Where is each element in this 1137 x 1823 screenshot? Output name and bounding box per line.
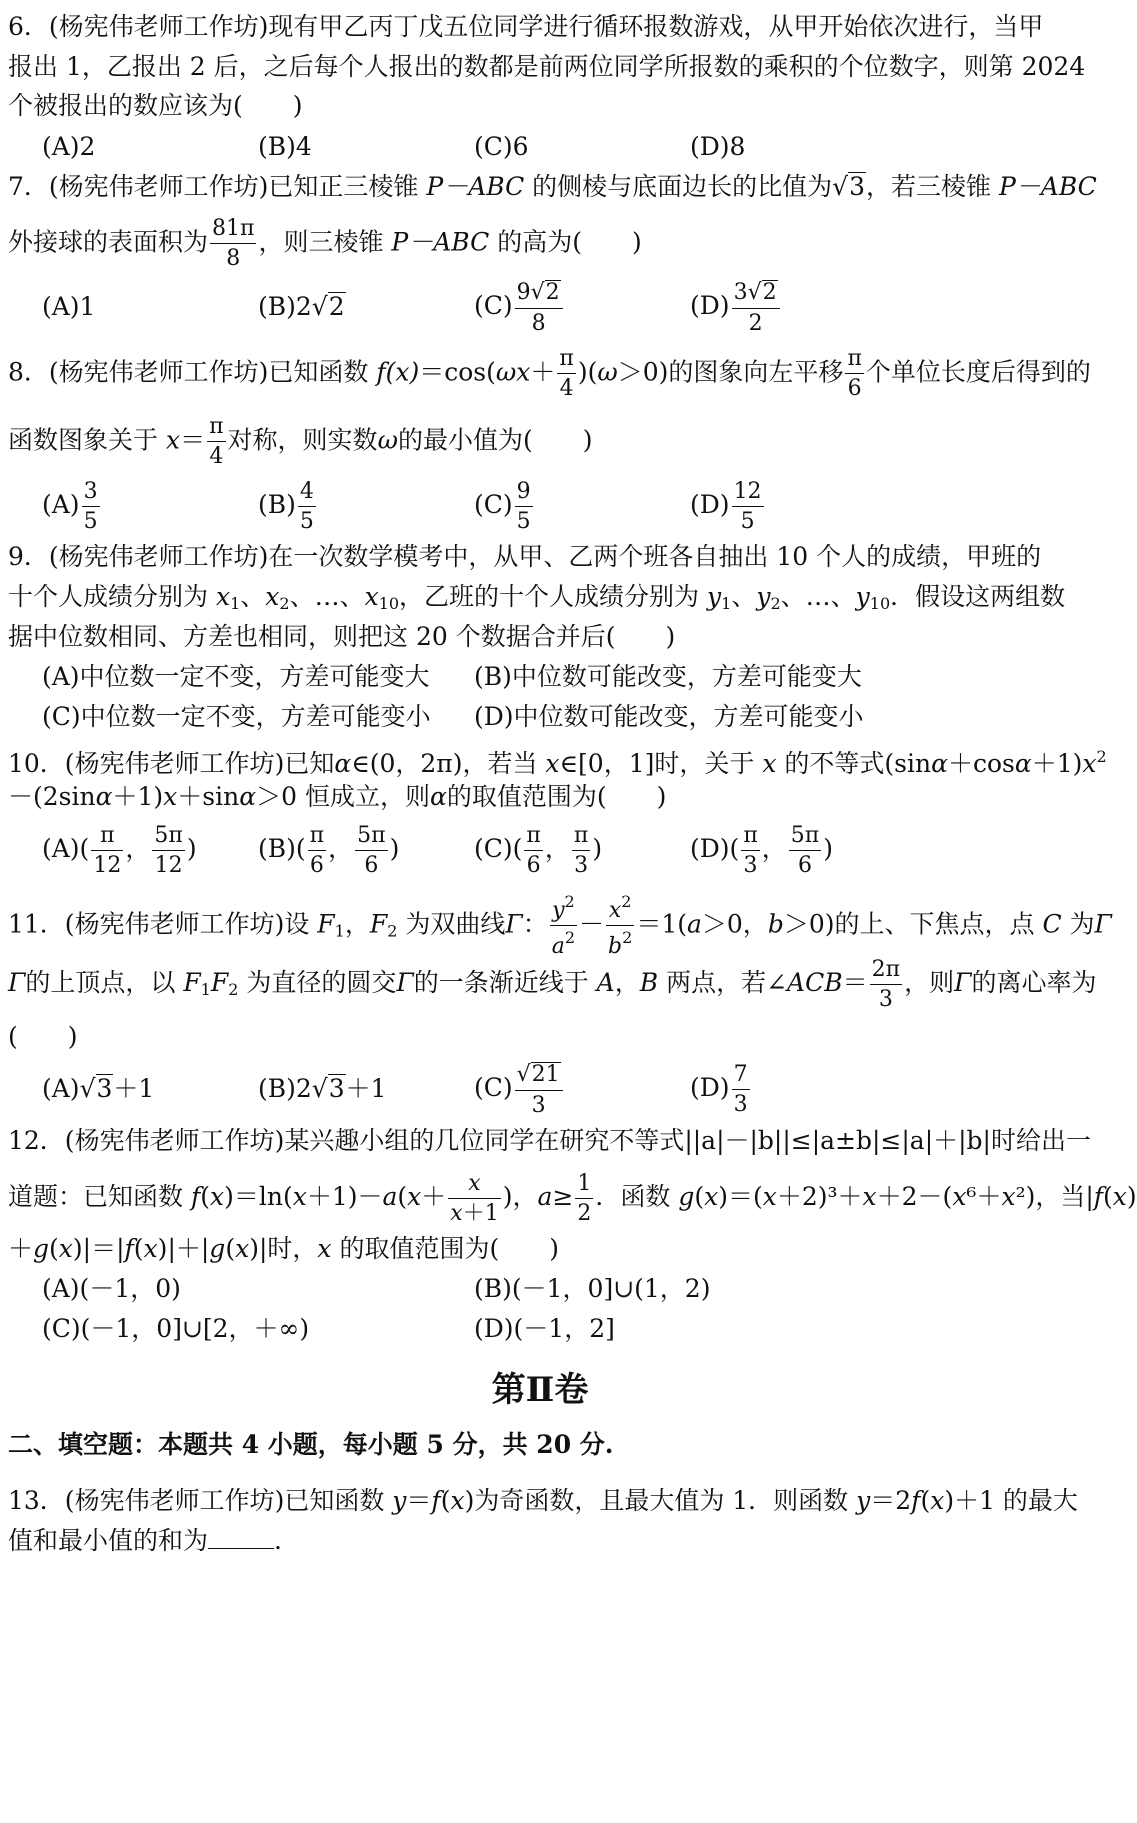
q9-line-3: 据中位数相同、方差也相同，则把这 20 个数据合并后( ) xyxy=(8,622,676,651)
q11-line-1: 11．(杨宪伟老师工作坊)设 $F_1$，$F_2$ 为双曲线Γ： $\frac{y^2}{a^2}$ － $\frac{x^2}{b^2}$ ＝1(a＞0，b＞0)的上、下焦点，点 C 为Γ xyxy=(8,892,1112,959)
q12-line-2: 道题：已知函数 f(x)＝ln(x＋1)－a(x＋ $\frac{x}{x+1}$ )，a≥ $\frac{1}{2}$ ．函数 g(x)＝(x＋2)³＋x＋2－(x⁶＋x²)，当|f(x) xyxy=(8,1170,1137,1226)
q8-option-d: (D) $\frac{12}{5}$ xyxy=(690,478,762,534)
q8-option-a: (A) $\frac{3}{5}$ xyxy=(42,478,98,534)
q12-option-d: (D)(－1，2] xyxy=(474,1314,615,1343)
q12-line-3: ＋g(x)|＝|f(x)|＋|g(x)|时，x 的取值范围为( ) xyxy=(8,1234,559,1263)
q11-option-c: (C) $\frac{√21}{3}$ xyxy=(474,1062,565,1117)
q12-line-1: 12．(杨宪伟老师工作坊)某兴趣小组的几位同学在研究不等式||a|－|b||≤|a±b|≤|a|＋|b|时给出一 xyxy=(8,1126,1091,1155)
q12-option-b: (B)(－1，0]∪(1，2) xyxy=(474,1274,711,1303)
q12-option-a: (A)(－1，0) xyxy=(42,1274,181,1303)
q10-option-c: (C)( $\frac{\pi}{6}$ ， $\frac{\pi}{3}$ ) xyxy=(474,822,603,878)
section-subtitle: 二、填空题：本题共 4 小题，每小题 5 分，共 20 分. xyxy=(8,1430,614,1459)
fraction: $\frac{81\pi}{8}$ xyxy=(212,216,255,271)
section-title: 第Ⅱ卷 xyxy=(491,1370,589,1410)
q6-line-2: 报出 1，乙报出 2 后，之后每个人报出的数都是前两位同学所报数的乘积的个位数字，则第 2024 xyxy=(8,52,1086,81)
q10-line-2: －(2sinα＋1)x＋sinα＞0 恒成立，则α的取值范围为( ) xyxy=(8,782,667,811)
q7-option-a: (A)1 xyxy=(42,292,96,321)
q8-option-c: (C) $\frac{9}{5}$ xyxy=(474,478,531,534)
answer-blank[interactable] xyxy=(208,1526,274,1549)
q9-line-1: 9．(杨宪伟老师工作坊)在一次数学模考中，从甲、乙两个班各自抽出 10 个人的成绩，甲班的 xyxy=(8,542,1042,571)
q11-option-a: (A)√3＋1 xyxy=(42,1074,155,1103)
q10-line-1: 10．(杨宪伟老师工作坊)已知α∈(0，2π)，若当 x∈[0，1]时，关于 x 的不等式$(\sin\alpha+\cos\alpha+1)x^2$ xyxy=(8,747,1107,778)
q7-option-c: (C) $\frac{9√2}{8}$ xyxy=(474,280,565,335)
q11-option-d: (D) $\frac{7}{3}$ xyxy=(690,1061,748,1117)
q9-line-2: 十个人成绩分别为 $x_1$、$x_2$、…、$x_{10}$，乙班的十个人成绩分别为 $y_1$、$y_2$、…、$y_{10}$．假设这两组数 xyxy=(8,582,1066,613)
q11-option-b: (B)2√3＋1 xyxy=(258,1074,387,1103)
q10-option-a: (A)( $\frac{\pi}{12}$ ， $\frac{5\pi}{12}$ ) xyxy=(42,822,197,878)
q6-line-1: 6．(杨宪伟老师工作坊)现有甲乙丙丁戊五位同学进行循环报数游戏，从甲开始依次进行，当甲 xyxy=(8,12,1044,41)
q6-option-c: (C)6 xyxy=(474,132,529,161)
q6-option-a: (A)2 xyxy=(42,132,96,161)
q10-option-b: (B)( $\frac{\pi}{6}$ ， $\frac{5\pi}{6}$ ) xyxy=(258,822,400,878)
q8-line-1: 8．(杨宪伟老师工作坊)已知函数 f(x)＝cos(ωx＋ $\frac{\pi}{4}$ )(ω＞0)的图象向左平移 $\frac{\pi}{6}$ 个单位长度后得到的 xyxy=(8,346,1091,401)
q13-line-1: 13．(杨宪伟老师工作坊)已知函数 y＝f(x)为奇函数，且最大值为 1．则函数 y＝2f(x)＋1 的最大 xyxy=(8,1486,1078,1515)
q12-option-c: (C)(－1，0]∪[2，＋∞) xyxy=(42,1314,310,1343)
q13-line-2: 值和最小值的和为 . xyxy=(8,1526,282,1555)
q9-option-b: (B)中位数可能改变，方差可能变大 xyxy=(474,662,862,691)
q6-line-3: 个被报出的数应该为( ) xyxy=(8,91,303,120)
q6-option-d: (D)8 xyxy=(690,132,746,161)
q7-line-2: 外接球的表面积为 $\frac{81\pi}{8}$ ，则三棱锥 P－ABC 的高为( ) xyxy=(8,216,642,271)
q7-option-d: (D) $\frac{3√2}{2}$ xyxy=(690,280,782,335)
q7-line-1: 7．(杨宪伟老师工作坊)已知正三棱锥 P－ABC 的侧棱与底面边长的比值为√3，若三棱锥 P－ABC xyxy=(8,172,1097,201)
q10-option-d: (D)( $\frac{\pi}{3}$ ， $\frac{5\pi}{6}$ ) xyxy=(690,822,834,878)
q11-line-2: Γ的上顶点，以 $F_1F_2$ 为直径的圆交Γ的一条渐近线于 A，B 两点，若∠ACB＝ $\frac{2\pi}{3}$ ，则Γ的离心率为 xyxy=(8,956,1097,1012)
q11-line-3: ( ) xyxy=(8,1022,78,1051)
q9-option-c: (C)中位数一定不变，方差可能变小 xyxy=(42,702,431,731)
q9-option-d: (D)中位数可能改变，方差可能变小 xyxy=(474,702,864,731)
q6-option-b: (B)4 xyxy=(258,132,312,161)
q8-option-b: (B) $\frac{4}{5}$ xyxy=(258,478,314,534)
q7-option-b: (B)2√2 xyxy=(258,292,345,321)
q8-line-2: 函数图象关于 x＝ $\frac{\pi}{4}$ 对称，则实数ω的最小值为( ) xyxy=(8,414,593,469)
q9-option-a: (A)中位数一定不变，方差可能变大 xyxy=(42,662,430,691)
